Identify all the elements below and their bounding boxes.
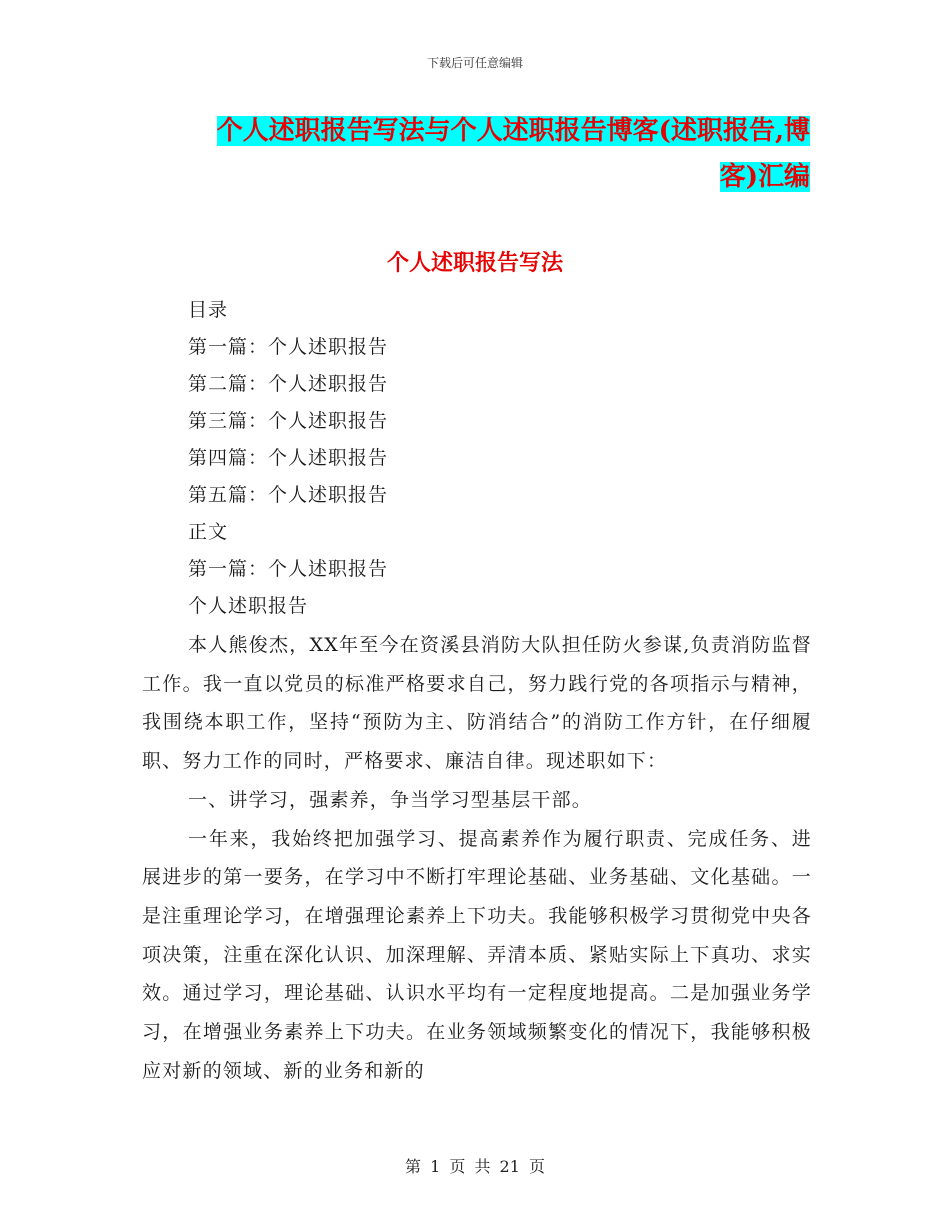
toc-item: 第五篇：个人述职报告 <box>188 484 389 506</box>
body-text <box>142 626 812 1090</box>
toc-item: 第四篇：个人述职报告 <box>188 447 389 469</box>
table-of-contents <box>188 292 388 625</box>
title-line-2: 客)汇编 <box>719 162 810 192</box>
body-heading: 正文 <box>188 521 229 543</box>
title-line-1: 个人述职报告写法与个人述职报告博客(述职报告,博 <box>216 116 810 146</box>
page-footer: 第 1 页 共 21 页 <box>405 1157 545 1176</box>
paragraph: 一、讲学习，强素养，争当学习型基层干部。 <box>188 788 593 811</box>
toc-item: 第一篇：个人述职报告 <box>188 336 389 358</box>
chapter-subheading: 个人述职报告 <box>188 595 309 617</box>
header-note: 下载后可任意编辑 <box>426 56 523 70</box>
chapter-heading: 第一篇：个人述职报告 <box>188 558 389 580</box>
toc-heading: 目录 <box>188 299 229 321</box>
document-title <box>190 108 810 200</box>
paragraph: 本人熊俊杰，XX年至今在资溪县消防大队担任防火参谋,负责消防监督工作。我一直以党员的标准严格要求自己，努力践行党的各项指示与精神，我围绕本职工作，坚持“预防为主、防消结合”的消防工作方针，在仔细履职、努力工作的同时，严格要求、廉洁自律。现述职如下： <box>142 634 812 773</box>
toc-item: 第二篇：个人述职报告 <box>188 373 389 395</box>
section-title: 个人述职报告写法 <box>386 250 563 276</box>
paragraph: 一年来，我始终把加强学习、提高素养作为履行职责、完成任务、进展进步的第一要务，在学习中不断打牢理论基础、业务基础、文化基础。一是注重理论学习，在增强理论素养上下功夫。我能够积极学习贯彻党中央各项决策，注重在深化认识、加深理解、弄清本质、紧贴实际上下真功、求实效。通过学习，理论基础、认识水平均有一定程度地提高。二是加强业务学习，在增强业务素养上下功夫。在业务领域频繁变化的情况下，我能够积极应对新的领域、新的业务和新的 <box>142 827 812 1082</box>
toc-item: 第三篇：个人述职报告 <box>188 410 389 432</box>
